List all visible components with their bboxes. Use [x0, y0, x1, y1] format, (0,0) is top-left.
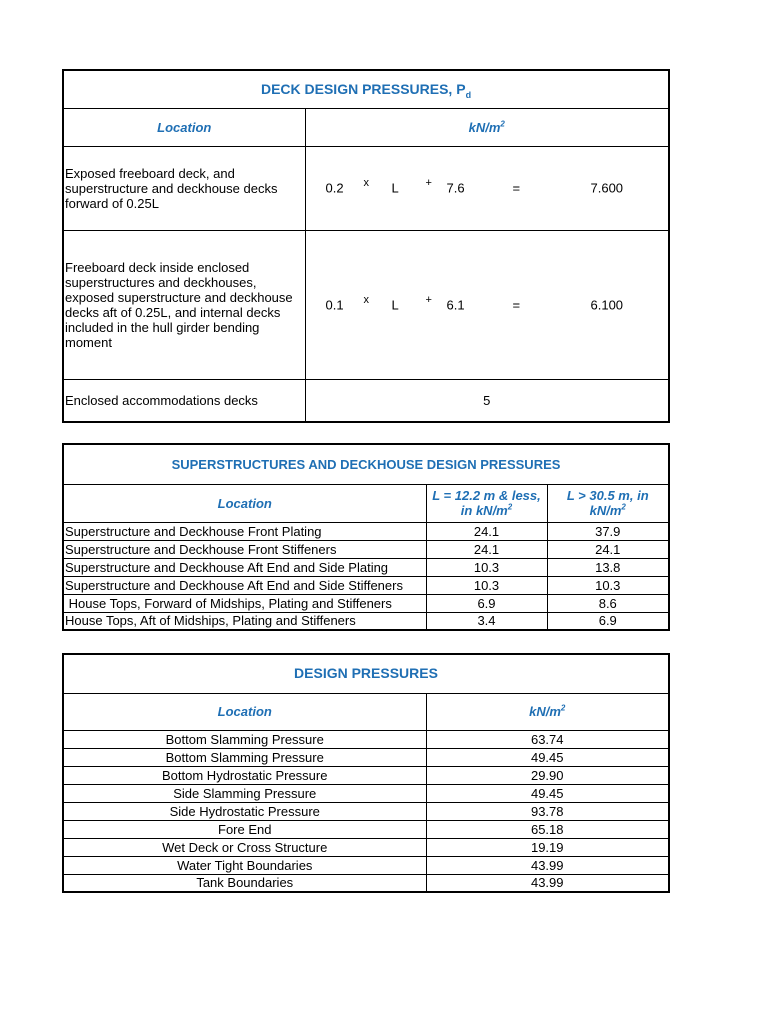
table-row — [63, 522, 669, 540]
row-large-value: 37.9 — [547, 522, 669, 540]
row-small-value: 24.1 — [426, 540, 547, 558]
table-row — [63, 820, 669, 838]
formula-eq: = — [512, 180, 521, 196]
table-row — [63, 874, 669, 892]
row-location: Tank Boundaries — [63, 874, 426, 892]
table-row — [63, 784, 669, 802]
formula-eq: = — [512, 297, 521, 312]
deck-title-subscript: d — [465, 89, 472, 100]
row-small-value: 10.3 — [426, 576, 547, 594]
row-large-value: 10.3 — [547, 576, 669, 594]
row-small-value: 10.3 — [426, 558, 547, 576]
header-large-text: L > 30.5 m, in kN/m — [566, 488, 649, 518]
deck-design-pressures-table — [62, 69, 670, 423]
table-row — [63, 838, 669, 856]
row-location: Wet Deck or Cross Structure — [63, 838, 426, 856]
superstructure-table-title: SUPERSTRUCTURES AND DECKHOUSE DESIGN PRESSURES — [63, 444, 669, 484]
row-value: 49.45 — [426, 784, 669, 802]
header-small-text: L = 12.2 m & less, in kN/m — [432, 488, 541, 518]
row-location: Bottom Hydrostatic Pressure — [63, 766, 426, 784]
formula-plus: + — [425, 177, 432, 189]
design-unit-sup: 2 — [560, 703, 566, 713]
row-location: Superstructure and Deckhouse Aft End and Side Plating — [63, 558, 426, 576]
deck-row-formula — [305, 230, 669, 379]
row-small-value: 6.9 — [426, 594, 547, 612]
row-location: Fore End — [63, 820, 426, 838]
formula-result: 7.600 — [590, 180, 624, 196]
row-small-value: 3.4 — [426, 612, 547, 630]
deck-header-location: Location — [63, 108, 305, 146]
row-location: Bottom Slamming Pressure — [63, 730, 426, 748]
superstructure-pressures-table — [62, 443, 670, 631]
table-row — [63, 748, 669, 766]
row-location: Superstructure and Deckhouse Front Stiffeners — [63, 540, 426, 558]
design-table-title: DESIGN PRESSURES — [63, 654, 669, 693]
superstructure-header-small — [426, 484, 547, 522]
table-row — [63, 540, 669, 558]
row-location: House Tops, Forward of Midships, Plating and Stiffeners — [63, 594, 426, 612]
table-row — [63, 766, 669, 784]
design-header-unit — [426, 693, 669, 730]
row-small-value: 24.1 — [426, 522, 547, 540]
row-large-value: 13.8 — [547, 558, 669, 576]
row-value: 49.45 — [426, 748, 669, 766]
header-large-sup: 2 — [621, 502, 626, 512]
table-row — [63, 576, 669, 594]
row-value: 93.78 — [426, 802, 669, 820]
row-location: Water Tight Boundaries — [63, 856, 426, 874]
table-row — [63, 730, 669, 748]
row-value: 43.99 — [426, 874, 669, 892]
row-large-value: 6.9 — [547, 612, 669, 630]
row-value: 19.19 — [426, 838, 669, 856]
deck-row-2 — [63, 230, 669, 379]
formula-var: L — [391, 180, 399, 196]
table-row — [63, 802, 669, 820]
table-row — [63, 558, 669, 576]
row-large-value: 24.1 — [547, 540, 669, 558]
row-location: Side Hydrostatic Pressure — [63, 802, 426, 820]
deck-row-formula — [305, 146, 669, 230]
formula-times: x — [363, 293, 369, 306]
deck-row-location: Freeboard deck inside enclosed superstructures and deckhouses, exposed superstructure and deckhouse decks aft of 0.25L, and internal decks included in the hull girder bending moment — [63, 230, 305, 379]
row-location: Superstructure and Deckhouse Front Plating — [63, 522, 426, 540]
deck-unit-text: kN/m — [468, 119, 501, 135]
table-row — [63, 612, 669, 630]
table-row — [63, 594, 669, 612]
deck-header-unit — [305, 108, 669, 146]
formula-const: 7.6 — [446, 180, 465, 196]
design-pressures-table — [62, 653, 670, 893]
deck-table-title — [63, 70, 669, 108]
deck-row-1 — [63, 146, 669, 230]
deck-row-location: Enclosed accommodations decks — [63, 379, 305, 422]
formula-const: 6.1 — [446, 297, 465, 312]
design-header-location: Location — [63, 693, 426, 730]
superstructure-header-location: Location — [63, 484, 426, 522]
deck-row-3 — [63, 379, 669, 422]
design-unit-text: kN/m — [529, 704, 561, 719]
formula-result: 6.100 — [590, 297, 624, 312]
row-location: House Tops, Aft of Midships, Plating and Stiffeners — [63, 612, 426, 630]
row-location: Side Slamming Pressure — [63, 784, 426, 802]
formula-coef: 0.2 — [325, 180, 344, 196]
formula-var: L — [391, 297, 399, 312]
row-value: 29.90 — [426, 766, 669, 784]
row-location: Superstructure and Deckhouse Aft End and Side Stiffeners — [63, 576, 426, 594]
row-value: 65.18 — [426, 820, 669, 838]
deck-unit-sup: 2 — [500, 119, 505, 129]
header-small-sup: 2 — [507, 502, 513, 512]
deck-row-location: Exposed freeboard deck, and superstructure and deckhouse decks forward of 0.25L — [63, 146, 305, 230]
deck-row-value: 5 — [305, 379, 669, 422]
deck-title-text: DECK DESIGN PRESSURES, P — [260, 80, 466, 97]
table-row — [63, 856, 669, 874]
formula-times: x — [363, 177, 369, 189]
row-value: 63.74 — [426, 730, 669, 748]
formula-plus: + — [425, 293, 432, 306]
formula-coef: 0.1 — [325, 297, 344, 312]
superstructure-header-large — [547, 484, 669, 522]
row-large-value: 8.6 — [547, 594, 669, 612]
row-location: Bottom Slamming Pressure — [63, 748, 426, 766]
row-value: 43.99 — [426, 856, 669, 874]
